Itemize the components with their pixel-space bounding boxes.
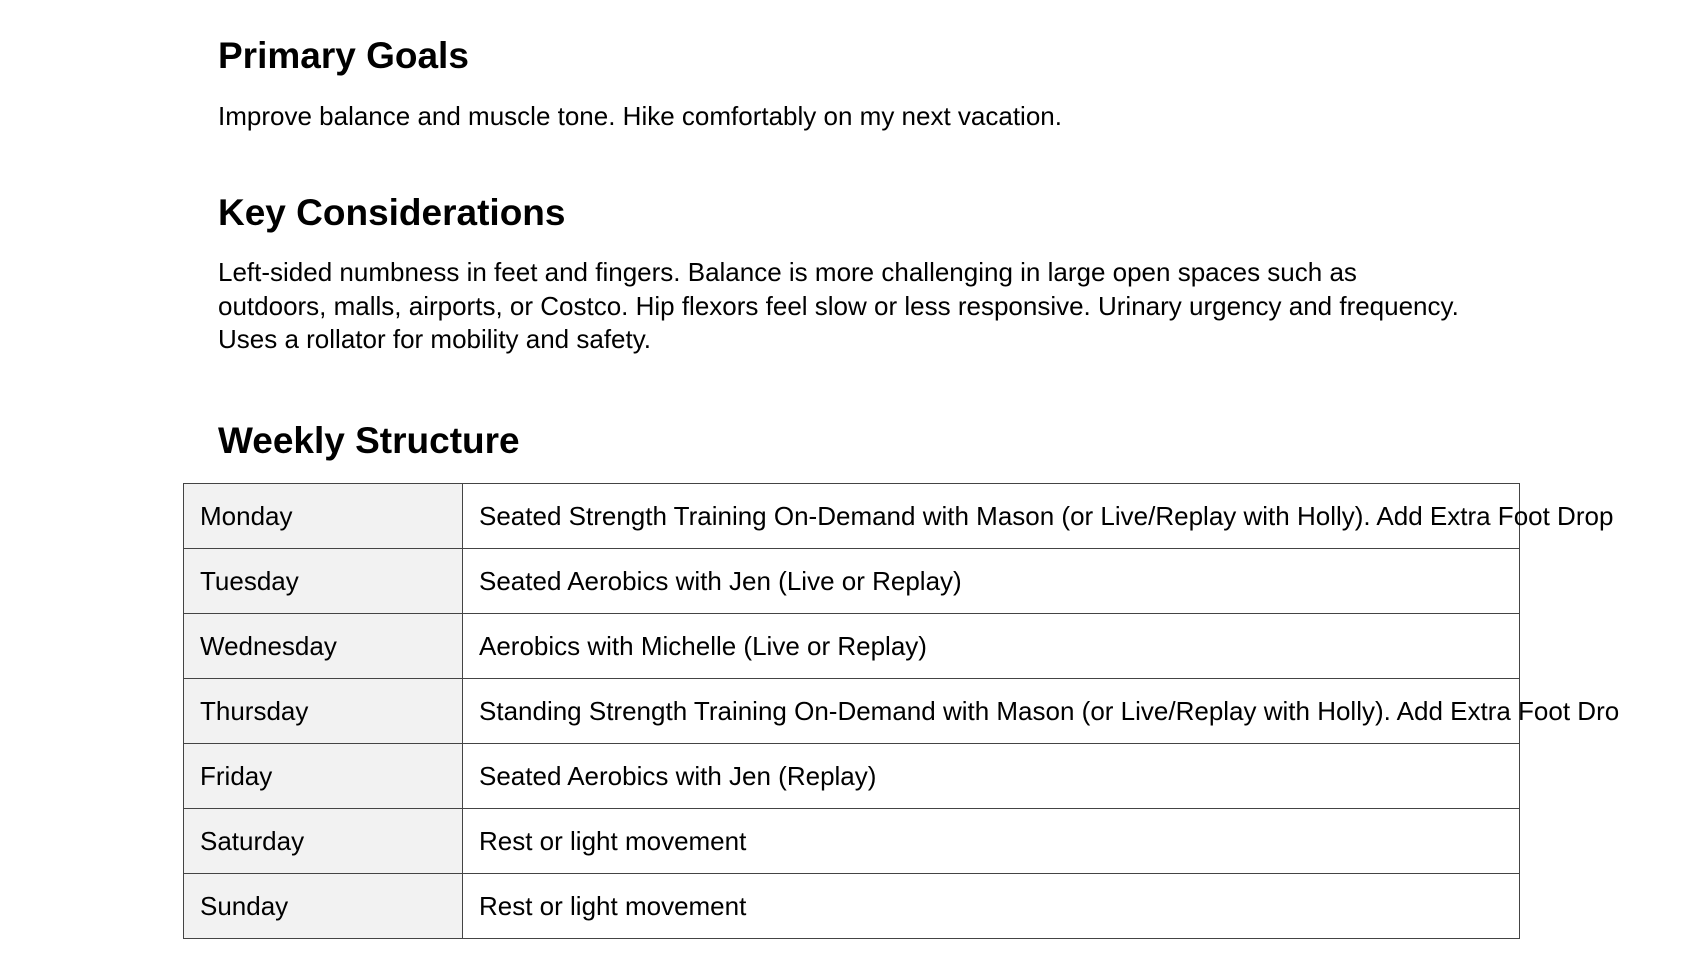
activity-cell: Standing Strength Training On-Demand with Mason (or Live/Replay with Holly). Add Extra Foot Dro xyxy=(463,679,1520,744)
day-cell: Monday xyxy=(184,484,463,549)
primary-goals-heading: Primary Goals xyxy=(218,35,469,76)
table-row xyxy=(184,744,1520,809)
activity-cell: Rest or light movement xyxy=(463,809,1520,874)
day-cell: Friday xyxy=(184,744,463,809)
day-cell: Saturday xyxy=(184,809,463,874)
table-row xyxy=(184,679,1520,744)
key-considerations-text: Left-sided numbness in feet and fingers. Balance is more challenging in large open spaces such as outdoors, malls, airports, or Costco. Hip flexors feel slow or less responsive. Urinary urgency and frequency. Uses a rollator for mobility and safety. xyxy=(218,257,1459,354)
day-cell: Wednesday xyxy=(184,614,463,679)
weekly-structure-heading: Weekly Structure xyxy=(218,420,520,461)
table-row xyxy=(184,874,1520,939)
weekly-schedule-table xyxy=(183,483,1620,939)
day-cell: Tuesday xyxy=(184,549,463,614)
activity-cell: Aerobics with Michelle (Live or Replay) xyxy=(463,614,1520,679)
activity-cell: Seated Aerobics with Jen (Live or Replay) xyxy=(463,549,1520,614)
key-considerations-heading: Key Considerations xyxy=(218,192,566,233)
table-row xyxy=(184,614,1520,679)
table-row xyxy=(184,549,1520,614)
table-row xyxy=(184,484,1520,549)
day-cell: Sunday xyxy=(184,874,463,939)
activity-cell: Rest or light movement xyxy=(463,874,1520,939)
primary-goals-text: Improve balance and muscle tone. Hike comfortably on my next vacation. xyxy=(218,101,1062,131)
activity-cell: Seated Aerobics with Jen (Replay) xyxy=(463,744,1520,809)
day-cell: Thursday xyxy=(184,679,463,744)
table-row xyxy=(184,809,1520,874)
activity-cell: Seated Strength Training On-Demand with Mason (or Live/Replay with Holly). Add Extra Foot Drop xyxy=(463,484,1520,549)
